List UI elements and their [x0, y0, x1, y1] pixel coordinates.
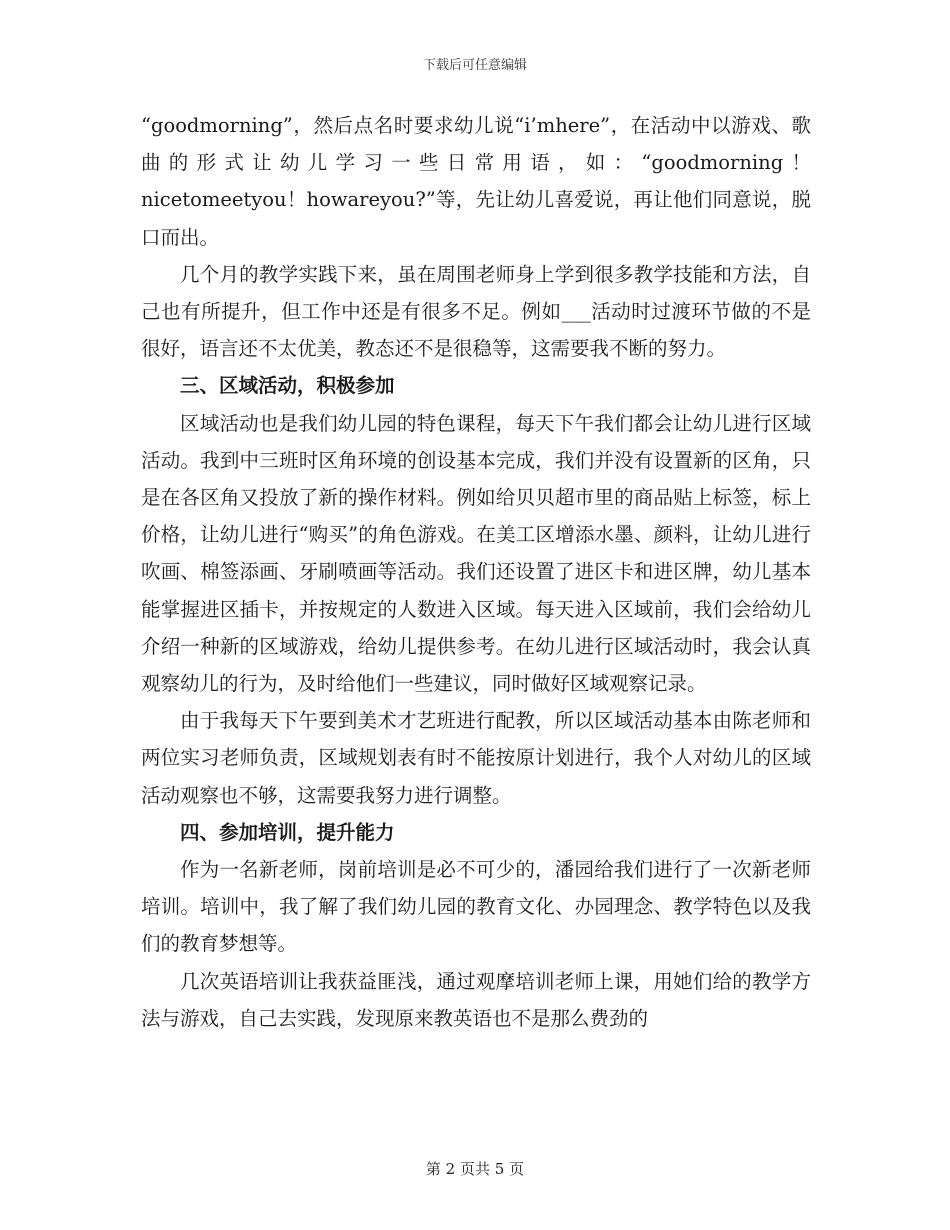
page-header: 下载后可任意编辑	[422, 58, 527, 73]
paragraph: 几个月的教学实践下来，虽在周围老师身上学到很多教学技能和方法，自己也有所提升，但工作中还是有很多不足。例如___活动时过渡环节做的不是很好，语言还不太优美，教态还不是很稳等，这需要我不断的努力。	[141, 262, 811, 361]
paragraph: 作为一名新老师，岗前培训是必不可少的，潘园给我们进行了一次新老师培训。培训中，我了解了我们幼儿园的教育文化、办园理念、教学特色以及我们的教育梦想等。	[141, 858, 811, 956]
document-body	[141, 107, 811, 1037]
paragraph: 区域活动也是我们幼儿园的特色课程，每天下午我们都会让幼儿进行区域活动。我到中三班时区角环境的创设基本完成，我们并没有设置新的区角，只是在各区角又投放了新的操作材料。例如给贝贝超市里的商品贴上标签，标上价格，让幼儿进行“购买”的角色游戏。在美工区增添水墨、颜料，让幼儿进行吹画、棉签添画、牙刷喷画等活动。我们还设置了进区卡和进区牌，幼儿基本能掌握进区插卡，并按规定的人数进入区域。每天进入区域前，我们会给幼儿介绍一种新的区域游戏，给幼儿提供参考。在幼儿进行区域活动时，我会认真观察幼儿的行为，及时给他们一些建议，同时做好区域观察记录。	[141, 411, 811, 696]
section-heading: 三、区域活动，积极参加	[180, 374, 395, 398]
paragraph: 由于我每天下午要到美术才艺班进行配教，所以区域活动基本由陈老师和两位实习老师负责，区域规划表有时不能按原计划进行，我个人对幼儿的区域活动观察也不够，这需要我努力进行调整。	[141, 709, 811, 807]
section-heading: 四、参加培训，提升能力	[180, 820, 395, 844]
paragraph: “goodmorning”，然后点名时要求幼儿说“i’mhere”，在活动中以游戏、歌曲的形式让幼儿学习一些日常用语，如：“goodmorning！nicetomeetyou！howareyou?”等，先让幼儿喜爱说，再让他们同意说，脱口而出。	[141, 114, 811, 249]
page-footer: 第 2 页共 5 页	[425, 1160, 525, 1178]
paragraph: 几次英语培训让我获益匪浅，通过观摩培训老师上课，用她们给的教学方法与游戏，自己去实践，发现原来教英语也不是那么费劲的	[141, 969, 811, 1030]
